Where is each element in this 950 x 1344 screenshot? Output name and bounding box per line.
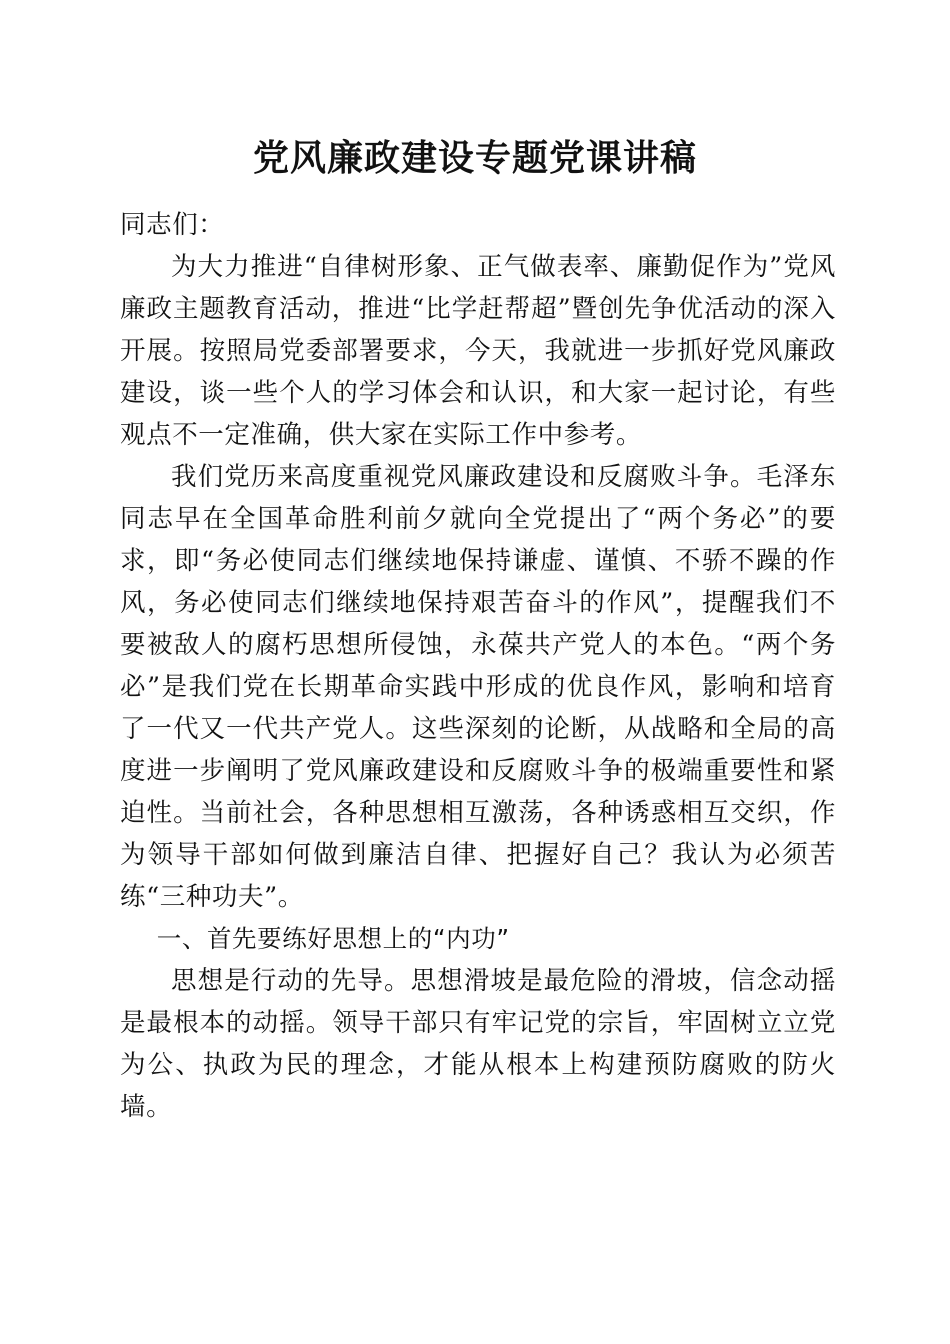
greeting: 同志们：	[120, 210, 225, 240]
document-body	[120, 204, 836, 1128]
paragraph-intro: 为大力推进“自律树形象、正气做表率、廉勤促作为”党风廉政主题教育活动，推进“比学赶帮超”暨创先争优活动的深入开展。按照局党委部署要求，今天，我就进一步抓好党风廉政建设，谈一些个人的学习体会和认识，和大家一起讨论，有些观点不一定准确，供大家在实际工作中参考。	[120, 252, 836, 450]
document-title: 党风廉政建设专题党课讲稿	[252, 137, 697, 179]
section-paragraph: 思想是行动的先导。思想滑坡是最危险的滑坡，信念动摇是最根本的动摇。领导干部只有牢记党的宗旨，牢固树立立党为公、执政为民的理念，才能从根本上构建预防腐败的防火墙。	[120, 966, 836, 1122]
section-heading: 一、首先要练好思想上的“内功”	[156, 924, 510, 953]
paragraph-history: 我们党历来高度重视党风廉政建设和反腐败斗争。毛泽东同志早在全国革命胜利前夕就向全党提出了“两个务必”的要求，即“务必使同志们继续地保持谦虚、谨慎、不骄不躁的作风，务必使同志们继续地保持艰苦奋斗的作风”，提醒我们不要被敌人的腐朽思想所侵蚀，永葆共产党人的本色。“两个务必”是我们党在长期革命实践中形成的优良作风，影响和培育了一代又一代共产党人。这些深刻的论断，从战略和全局的高度进一步阐明了党风廉政建设和反腐败斗争的极端重要性和紧迫性。当前社会，各种思想相互激荡，各种诱惑相互交织，作为领导干部如何做到廉洁自律、把握好自己？我认为必须苦练“三种功夫”。	[120, 462, 836, 912]
